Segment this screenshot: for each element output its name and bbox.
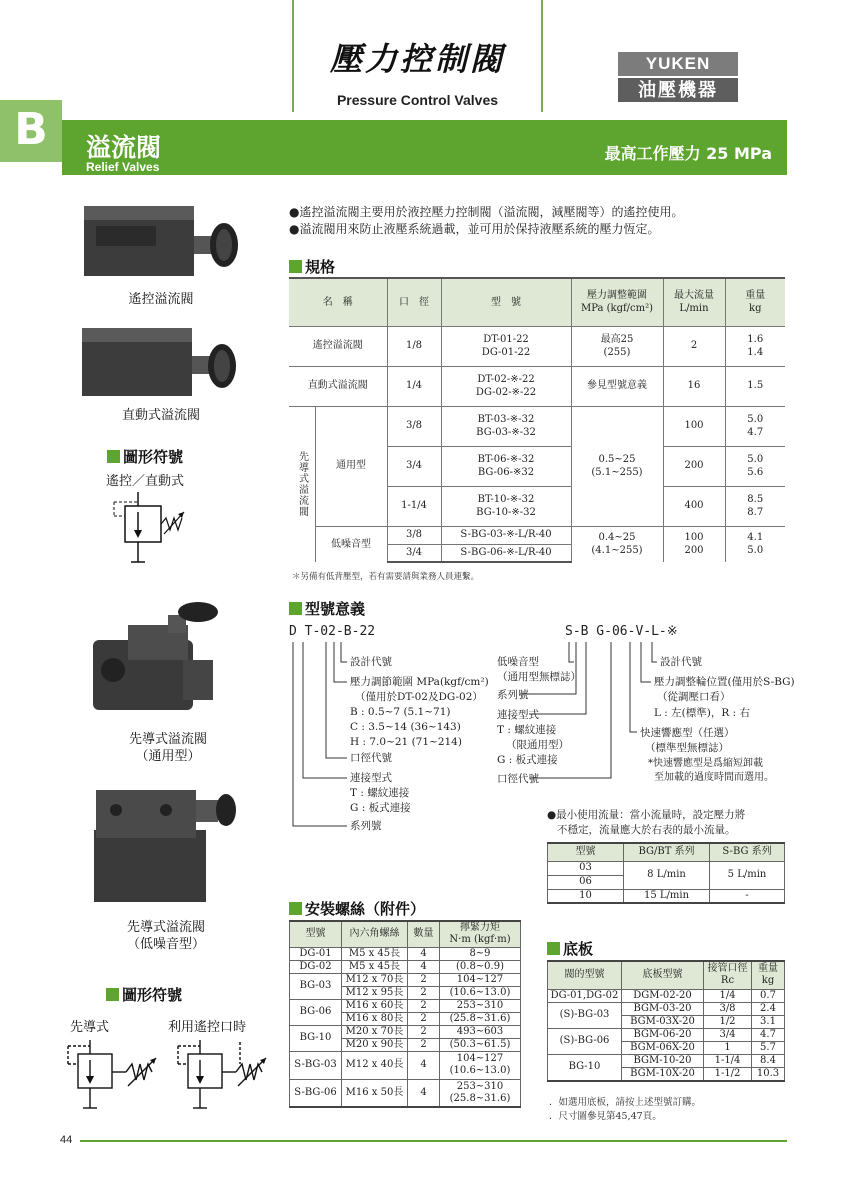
base-cell: BGM-03X-20 (622, 1015, 704, 1028)
spec-general-label: 通用型 (315, 406, 387, 526)
spec-range: 最高25 (600, 333, 634, 345)
model-l-port: 口徑代號 (350, 752, 392, 764)
minflow-cell: 10 (548, 889, 624, 903)
spec-cell: 直動式溢流閥 (289, 366, 387, 406)
minflow-h2: BG/BT 系列 (624, 843, 710, 861)
spec-cell (441, 446, 571, 486)
base-cell: 3.1 (752, 1015, 785, 1028)
base-h2: 底板型號 (622, 961, 704, 989)
spec-h-weight (725, 278, 785, 326)
bolts-h4a: 擰緊力矩 (460, 922, 500, 934)
spec-h-range-1: 壓力調整範圍 (587, 289, 647, 301)
spec-cell: 100 (663, 406, 725, 446)
spec-weight: 1.4 (747, 347, 764, 358)
section-square-icon (106, 988, 119, 1001)
direct-relief-valve-photo (76, 318, 246, 403)
bolts-cell: 2 (408, 1012, 440, 1025)
base-h4a: 重量 (758, 963, 778, 975)
bolts-row (290, 973, 521, 986)
spec-cell (571, 326, 663, 366)
base-table (547, 960, 785, 1082)
bolts-cell: BG-06 (290, 999, 342, 1025)
spec-cell (725, 486, 785, 526)
section-square-icon (289, 260, 302, 273)
spec-model: BG-10-※-32 (476, 507, 536, 518)
spec-cell: 遙控溢流閥 (289, 326, 387, 366)
base-cell: BG-10 (548, 1054, 622, 1081)
spec-range: 0.5~25 (598, 453, 636, 465)
caption-direct: 直動式溢流閥 (121, 408, 200, 423)
model-r-low: 低噪音型 (497, 656, 539, 668)
spec-cell: 3/4 (387, 544, 441, 562)
bolts-cell: 8~9 (440, 947, 521, 960)
spec-weight: 1.6 (747, 333, 764, 345)
bolts-row (290, 960, 521, 973)
page-number: 44 (60, 1134, 73, 1146)
bolts-cell: M16 x 80長 (342, 1012, 408, 1025)
bolts-cell: M5 x 45長 (342, 960, 408, 973)
remote-relief-valve-photo (76, 196, 246, 286)
bolts-cell: 4 (408, 960, 440, 973)
bolts-cell: S-BG-03 (290, 1051, 342, 1079)
base-cell: 1/4 (704, 989, 752, 1002)
spec-model: BT-03-※-32 (477, 413, 535, 425)
base-h1: 閥的型號 (548, 961, 622, 989)
model-r-knob3: L : 左(標準)，R : 右 (654, 707, 750, 719)
base-cell: 4.7 (752, 1028, 785, 1041)
bolts-h4b: N·m (kgf·m) (449, 934, 511, 946)
base-cell: 5.7 (752, 1041, 785, 1054)
page-subtitle: Pressure Control Valves (336, 92, 499, 108)
section-title: 溢流閥 (86, 133, 162, 162)
minflow-cell: 06 (548, 875, 624, 889)
spec-flow: 200 (684, 545, 704, 557)
spec-cell (725, 446, 785, 486)
model-r-conn: 連接型式 (497, 709, 539, 721)
bolts-row (290, 1025, 521, 1038)
model-r-knob2: （從調壓口看） (657, 691, 731, 703)
bolts-header (290, 921, 521, 947)
bolts-row (290, 947, 521, 960)
bolts-torque: 104~127 (456, 1053, 504, 1064)
spec-h-model: 型 號 (441, 278, 571, 326)
bolts-cell (440, 1079, 521, 1107)
bolts-h3: 數量 (408, 921, 440, 947)
bolts-cell: 104~127 (440, 973, 521, 986)
minflow-cell: 15 L/min (624, 889, 710, 903)
model-r-conn-t2: （限通用型） (506, 739, 569, 751)
spec-h-weight-2: kg (749, 303, 762, 315)
model-r-conn-g: G : 板式連接 (497, 754, 558, 766)
bolts-cell: DG-01 (290, 947, 342, 960)
spec-model: DG-02-※-22 (475, 387, 537, 398)
spec-model: DG-01-22 (481, 347, 531, 358)
caption-pilot-1: 先導式溢流閥 (128, 732, 207, 747)
model-l-conn-g: G : 板式連接 (350, 802, 411, 814)
spec-cell (441, 366, 571, 406)
pilot-relief-symbol-icon (62, 1036, 272, 1116)
base-note-1: ．如選用底板，請按上述型號訂購。 (549, 1097, 702, 1108)
base-cell: BGM-10X-20 (622, 1067, 704, 1081)
spec-range: 0.4~25 (598, 531, 636, 543)
spec-h-weight-1: 重量 (745, 289, 766, 301)
base-h3a: 接管口徑 (707, 963, 748, 975)
spec-h-range-2: MPa (kgf/cm²) (580, 303, 654, 315)
spec-weight: 4.7 (747, 427, 764, 438)
spec-weight: 8.5 (747, 493, 764, 505)
base-cell: BGM-10-20 (622, 1054, 704, 1067)
spec-model: BG-03-※-32 (476, 427, 536, 438)
spec-cell: 2 (663, 326, 725, 366)
model-l-range-note: （僅用於DT-02及DG-02） (355, 691, 483, 703)
base-cell: 1/2 (704, 1015, 752, 1028)
spec-weight: 5.6 (747, 467, 764, 478)
caption-lownoise-2: （低噪音型） (126, 937, 205, 952)
model-code-left: D T-02-B-22 (289, 624, 376, 639)
base-h3b: Rc (720, 975, 735, 987)
bolts-cell: 2 (408, 986, 440, 999)
bolts-cell: (50.3~61.5) (440, 1038, 521, 1051)
spec-cell (663, 526, 725, 562)
bolts-cell: M16 x 60長 (342, 999, 408, 1012)
base-cell: BGM-06-20 (622, 1028, 704, 1041)
spec-cell: 1/8 (387, 326, 441, 366)
symbol-label-pilot: 先導式 (70, 1020, 110, 1035)
spec-range: (255) (603, 347, 631, 358)
bolts-cell: M12 x 40長 (342, 1051, 408, 1079)
model-l-series: 系列號 (350, 820, 382, 832)
bolts-cell: (0.8~0.9) (440, 960, 521, 973)
section-square-icon (289, 902, 302, 915)
base-h4 (752, 961, 785, 989)
spec-h-port: 口 徑 (387, 278, 441, 326)
model-r-low-note: （通用型無標誌） (497, 671, 581, 683)
model-l-conn: 連接型式 (350, 772, 392, 784)
bolts-cell: S-BG-06 (290, 1079, 342, 1107)
spec-cell (441, 486, 571, 526)
model-r-conn-t: T : 螺紋連接 (497, 724, 557, 736)
bolts-cell: M12 x 70長 (342, 973, 408, 986)
relief-valve-symbol-icon (108, 490, 188, 570)
base-cell: 3/8 (704, 1002, 752, 1015)
minflow-row (548, 889, 785, 903)
base-h4b: kg (761, 975, 775, 987)
bolts-cell: 493~603 (440, 1025, 521, 1038)
spec-model: BT-10-※-32 (477, 493, 535, 505)
spec-row-remote (289, 326, 785, 366)
bolts-heading-text: 安裝螺絲（附件） (305, 900, 426, 918)
base-row (548, 1002, 785, 1015)
minflow-cell: - (710, 889, 785, 903)
minflow-row (548, 861, 785, 875)
bolts-torque: (10.6~13.0) (449, 1065, 511, 1076)
symbol-heading-2-text: 圖形符號 (122, 986, 183, 1004)
minflow-h3: S-BG 系列 (710, 843, 785, 861)
bolts-cell: 2 (408, 973, 440, 986)
model-heading (289, 598, 365, 619)
base-cell: 8.4 (752, 1054, 785, 1067)
bolts-cell: 2 (408, 1038, 440, 1051)
spec-cell: 3/4 (387, 446, 441, 486)
spec-weight: 5.0 (747, 545, 764, 557)
section-tab: B (0, 100, 62, 162)
spec-weight: 8.7 (747, 507, 764, 518)
base-note-2: ．尺寸圖參見第45,47頁。 (549, 1111, 662, 1122)
section-square-icon (547, 942, 560, 955)
spec-cell (441, 326, 571, 366)
base-cell: 0.7 (752, 989, 785, 1002)
spec-footnote: ＊另備有低背壓型，若有需要請與業務人員連繫。 (292, 572, 480, 582)
base-heading (547, 938, 593, 959)
minflow-cell: 5 L/min (710, 861, 785, 889)
caption-pilot-2: （通用型） (135, 749, 201, 764)
spec-h-flow-1: 最大流量 (674, 289, 714, 301)
spec-cell: 3/8 (387, 526, 441, 544)
spec-pilot-label: 先導式溢流閥 (289, 406, 315, 562)
spec-model: S-BG-03-※-L/R-40 (441, 526, 571, 544)
spec-range: (5.1~255) (591, 467, 643, 478)
base-cell: BGM-06X-20 (622, 1041, 704, 1054)
spec-range: (4.1~255) (591, 545, 643, 557)
bolts-cell: M16 x 50長 (342, 1079, 408, 1107)
spec-cell (725, 326, 785, 366)
base-cell: 1-1/2 (704, 1067, 752, 1081)
spec-cell: 400 (663, 486, 725, 526)
bolts-cell: DG-02 (290, 960, 342, 973)
base-row (548, 1054, 785, 1067)
model-l-design: 設計代號 (350, 656, 392, 668)
bolts-cell: BG-10 (290, 1025, 342, 1051)
model-l-b: B : 0.5~7 (5.1~71) (350, 706, 451, 718)
bolts-h2: 內六角螺絲 (342, 921, 408, 947)
bolts-cell: 2 (408, 1025, 440, 1038)
bolts-cell: (25.8~31.6) (440, 1012, 521, 1025)
model-r-fast4: 至加載的過度時間而選用。 (654, 772, 774, 783)
model-l-h: H : 7.0~21 (71~214) (350, 736, 462, 748)
spec-weight: 4.1 (747, 531, 764, 543)
model-r-fast: 快速響應型（任選） (640, 727, 735, 739)
bolts-row (290, 1079, 521, 1107)
spec-model: DT-02-※-22 (477, 373, 535, 385)
section-square-icon (289, 602, 302, 615)
symbol-heading-2 (106, 984, 182, 1005)
symbol-heading-text: 圖形符號 (123, 448, 184, 466)
bolts-cell: M5 x 45長 (342, 947, 408, 960)
bolts-cell (440, 1051, 521, 1079)
caption-remote: 遙控溢流閥 (128, 292, 194, 307)
intro-line-1: ●遙控溢流閥主要用於液控壓力控制閥（溢流閥，減壓閥等）的遙控使用。 (289, 205, 684, 219)
model-r-series: 系列號 (497, 689, 529, 701)
bolts-cell: M20 x 90長 (342, 1038, 408, 1051)
model-l-range: 壓力調節範圍 MPa(kgf/cm²) (350, 676, 489, 688)
bolts-torque: 253~310 (456, 1080, 504, 1092)
spec-cell: 1/4 (387, 366, 441, 406)
spec-cell: 200 (663, 446, 725, 486)
bolts-cell: BG-03 (290, 973, 342, 999)
minflow-cell: 03 (548, 861, 624, 875)
spec-row-bg03 (289, 406, 785, 446)
base-cell: 3/4 (704, 1028, 752, 1041)
bolts-h4 (440, 921, 521, 947)
base-cell: (S)-BG-03 (548, 1002, 622, 1028)
bolts-cell: 2 (408, 999, 440, 1012)
bolts-table (289, 920, 521, 1108)
model-r-knob: 壓力調整輪位置(僅用於S-BG) (654, 676, 795, 688)
base-cell: BGM-03-20 (622, 1002, 704, 1015)
minflow-line-1: ●最小使用流量：當小流量時，設定壓力將 (547, 809, 746, 821)
spec-row-direct (289, 366, 785, 406)
model-r-design: 設計代號 (660, 656, 702, 668)
base-cell: DG-01,DG-02 (548, 989, 622, 1002)
spec-row-sbg03 (289, 526, 785, 544)
model-heading-text: 型號意義 (305, 600, 366, 618)
base-cell: DGM-02-20 (622, 989, 704, 1002)
minflow-table (547, 842, 785, 904)
base-row (548, 1028, 785, 1041)
footer-rule (80, 1140, 787, 1142)
spec-weight: 5.0 (747, 413, 764, 425)
spec-flow: 100 (684, 531, 704, 543)
bolts-cell: (10.6~13.0) (440, 986, 521, 999)
bolts-cell: 4 (408, 1051, 440, 1079)
bolts-row (290, 999, 521, 1012)
spec-model: DT-01-22 (483, 333, 529, 345)
logo-top: YUKEN (618, 52, 738, 76)
base-cell: (S)-BG-06 (548, 1028, 622, 1054)
section-square-icon (107, 450, 120, 463)
bolts-torque: (25.8~31.6) (449, 1092, 511, 1104)
low-noise-relief-valve-photo (86, 780, 246, 905)
spec-cell: 參見型號意義 (571, 366, 663, 406)
bolts-cell: M20 x 70長 (342, 1025, 408, 1038)
caption-lownoise-1: 先導式溢流閥 (126, 920, 205, 935)
logo-bottom: 油壓機器 (618, 76, 738, 102)
base-row (548, 989, 785, 1002)
symbol-label-remote-port: 利用遙控口時 (168, 1020, 247, 1035)
spec-cell: 16 (663, 366, 725, 406)
base-cell: 2.4 (752, 1002, 785, 1015)
spec-cell: 3/8 (387, 406, 441, 446)
spec-model: BG-06-※32 (477, 467, 535, 478)
spec-cell: 1-1/4 (387, 486, 441, 526)
bolts-cell: 253~310 (440, 999, 521, 1012)
bolts-cell: 4 (408, 947, 440, 960)
spec-header-row (289, 278, 785, 326)
spec-low-label: 低噪音型 (315, 526, 387, 562)
spec-cell (725, 406, 785, 446)
spec-cell (441, 406, 571, 446)
spec-h-range (571, 278, 663, 326)
bolts-cell: M12 x 95長 (342, 986, 408, 999)
pilot-relief-valve-photo (88, 600, 238, 720)
spec-model: BT-06-※-32 (477, 453, 535, 465)
minflow-line-2: 不穩定，流量應大於右表的最小流量。 (557, 824, 736, 836)
minflow-header (548, 843, 785, 861)
base-cell: 10.3 (752, 1067, 785, 1081)
base-heading-text: 底板 (563, 940, 594, 958)
bolts-row (290, 1051, 521, 1079)
spec-cell: 1.5 (725, 366, 785, 406)
base-cell: 1-1/4 (704, 1054, 752, 1067)
bolts-heading (289, 898, 425, 919)
spec-cell (571, 406, 663, 526)
minflow-cell: 8 L/min (624, 861, 710, 889)
base-header (548, 961, 785, 989)
spec-h-name: 名 稱 (289, 278, 387, 326)
spec-weight: 5.0 (747, 453, 764, 465)
minflow-h1: 型號 (548, 843, 624, 861)
spec-heading (289, 256, 335, 277)
model-r-fast2: （標準型無標誌） (645, 742, 729, 754)
yuken-logo (618, 52, 738, 102)
spec-h-flow-2: L/min (679, 303, 709, 315)
spec-model: S-BG-06-※-L/R-40 (441, 544, 571, 562)
page-title: 壓力控制閥 (329, 40, 505, 78)
bolts-h1: 型號 (290, 921, 342, 947)
spec-cell (571, 526, 663, 562)
model-l-conn-t: T : 螺紋連接 (350, 787, 410, 799)
base-h3 (704, 961, 752, 989)
symbol-heading (107, 446, 183, 467)
model-code-right: S-B G-06-V-L-※ (565, 624, 678, 639)
symbol-sub: 遙控／直動式 (106, 474, 185, 489)
base-cell: 1 (704, 1041, 752, 1054)
spec-heading-text: 規格 (305, 258, 336, 276)
bolts-cell: 4 (408, 1079, 440, 1107)
model-r-port: 口徑代號 (497, 773, 539, 785)
spec-h-flow (663, 278, 725, 326)
spec-cell (725, 526, 785, 562)
max-pressure: 最高工作壓力 25 MPa (604, 144, 772, 163)
spec-table (289, 277, 785, 563)
model-l-c: C : 3.5~14 (36~143) (350, 721, 461, 733)
section-title-en: Relief Valves (86, 160, 160, 174)
intro-line-2: ●溢流閥用來防止液壓系統過載，並可用於保持液壓系統的壓力恆定。 (289, 222, 660, 236)
model-r-fast3: *快速響應型是爲縮短卸載 (648, 758, 763, 769)
